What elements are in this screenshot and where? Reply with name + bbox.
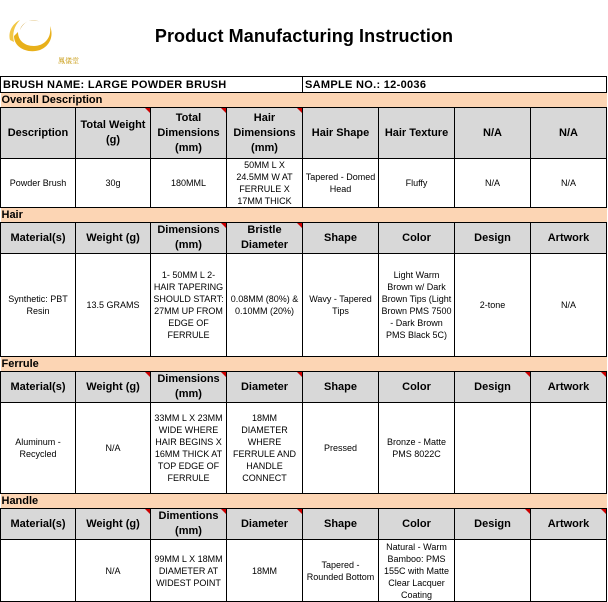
data-cell: 99MM L X 18MM DIAMETER AT WIDEST POINT [151,540,227,602]
hair-data-row [1,254,607,357]
overall-header-row [1,108,607,159]
data-cell: 33MM L X 23MM WIDE WHERE HAIR BEGINS X 16MM THICK AT TOP EDGE OF FERRULE [151,403,227,494]
section-ferrule-label: Ferrule [1,357,607,372]
data-cell: Light Warm Brown w/ Dark Brown Tips (Light Brown PMS 7500 - Dark Brown PMS Black 5C) [379,254,455,357]
header-cell: Material(s) [1,372,76,403]
header-cell: Total Weight (g) [76,108,151,159]
header-cell: Color [379,372,455,403]
header-cell: Color [379,223,455,254]
header-cell: Material(s) [1,509,76,540]
data-cell: 50MM L X 24.5MM W AT FERRULE X 17MM THICK [227,159,303,208]
section-hair-label: Hair [1,208,607,223]
header-cell: Diameter [227,372,303,403]
logo-text: 鳳儀堂 [58,57,79,65]
data-cell: N/A [531,159,607,208]
data-cell: 13.5 GRAMS [76,254,151,357]
header-cell: N/A [455,108,531,159]
ferrule-data-row [1,403,607,494]
data-cell: Powder Brush [1,159,76,208]
section-overall [1,93,607,108]
data-cell [455,540,531,602]
header-cell: Design [455,509,531,540]
header-cell: Artwork [531,223,607,254]
section-hair [1,208,607,223]
data-cell: N/A [76,403,151,494]
header-cell: Weight (g) [76,223,151,254]
data-cell: Aluminum - Recycled [1,403,76,494]
data-cell: 30g [76,159,151,208]
data-cell: Synthetic: PBT Resin [1,254,76,357]
header-cell: Hair Shape [303,108,379,159]
data-cell: 18MM DIAMETER WHERE FERRULE AND HANDLE CONNECT [227,403,303,494]
header-cell: Weight (g) [76,509,151,540]
data-cell: Tapered - Rounded Bottom [303,540,379,602]
header-cell: Design [455,223,531,254]
data-cell: N/A [531,254,607,357]
instruction-sheet [0,76,607,602]
ferrule-header-row [1,372,607,403]
section-overall-label: Overall Description [1,93,607,108]
data-cell: 1- 50MM L 2- HAIR TAPERING SHOULD START: 27MM UP FROM EDGE OF FERRULE [151,254,227,357]
header-cell: Dimentions (mm) [151,509,227,540]
data-cell: N/A [76,540,151,602]
header-cell: Design [455,372,531,403]
data-cell [531,540,607,602]
data-cell [531,403,607,494]
hair-header-row [1,223,607,254]
header-cell: Artwork [531,372,607,403]
brush-name-row [1,77,607,93]
header-cell: Shape [303,509,379,540]
header-cell: Hair Texture [379,108,455,159]
data-cell: Tapered - Domed Head [303,159,379,208]
data-cell: N/A [455,159,531,208]
data-cell: Pressed [303,403,379,494]
data-cell [1,540,76,602]
header-cell: Diameter [227,509,303,540]
header-cell: Dimensions (mm) [151,223,227,254]
data-cell: 18MM [227,540,303,602]
header-cell: Material(s) [1,223,76,254]
data-cell: 0.08MM (80%) & 0.10MM (20%) [227,254,303,357]
data-cell [455,403,531,494]
data-cell: Bronze - Matte PMS 8022C [379,403,455,494]
header-cell: Dimensions (mm) [151,372,227,403]
overall-data-row [1,159,607,208]
handle-header-row [1,509,607,540]
data-cell: 2-tone [455,254,531,357]
handle-data-row [1,540,607,602]
page-title: Product Manufacturing Instruction [154,26,454,46]
header-cell: Total Dimensions (mm) [151,108,227,159]
data-cell: Natural - Warm Bamboo: PMS 155C with Matte Clear Lacquer Coating [379,540,455,602]
header-cell: Hair Dimensions (mm) [227,108,303,159]
header-cell: Description [1,108,76,159]
header-cell: Weight (g) [76,372,151,403]
header-cell: Shape [303,223,379,254]
header-cell: Bristle Diameter [227,223,303,254]
section-ferrule [1,357,607,372]
header-cell: N/A [531,108,607,159]
header-cell: Artwork [531,509,607,540]
data-cell: Fluffy [379,159,455,208]
brush-name: BRUSH NAME: LARGE POWDER BRUSH [1,77,303,93]
header-cell: Shape [303,372,379,403]
data-cell: Wavy - Tapered Tips [303,254,379,357]
sample-number: SAMPLE NO.: 12-0036 [303,77,607,93]
section-handle-label: Handle [1,494,607,509]
data-cell: 180MML [151,159,227,208]
section-handle [1,494,607,509]
header-cell: Color [379,509,455,540]
